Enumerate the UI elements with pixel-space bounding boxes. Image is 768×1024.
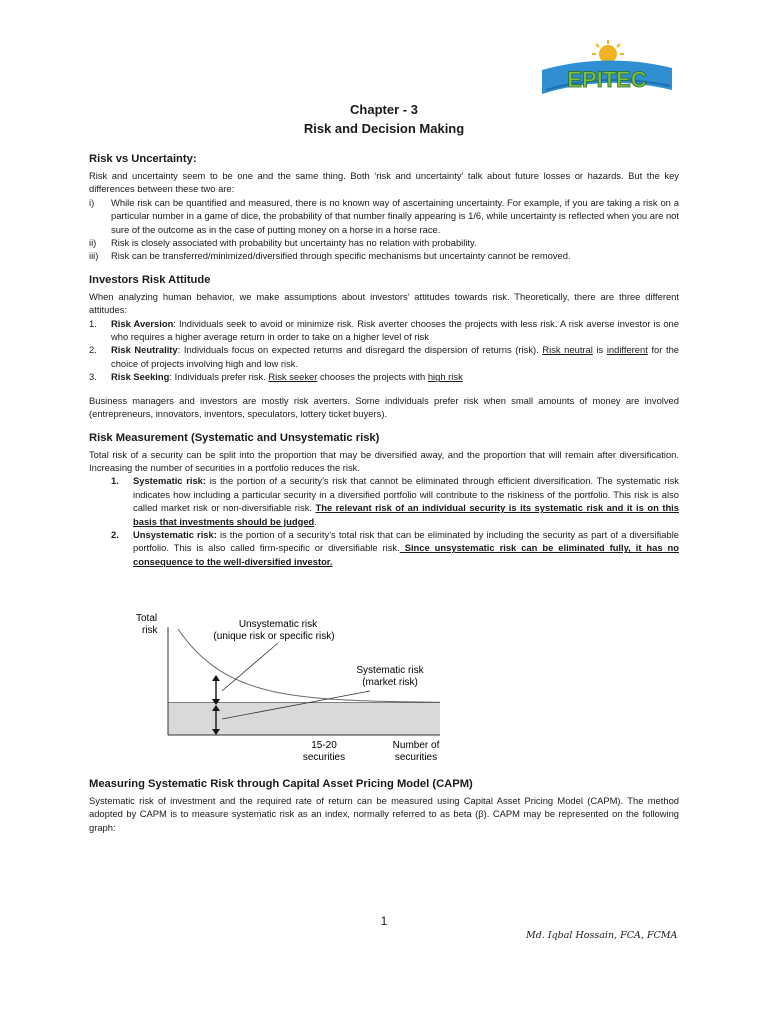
list-text: . <box>314 515 317 527</box>
section-closing: Business managers and investors are mostly risk averters. Some individuals prefer risk when small amounts of money are involved (entrepreneurs, innovators, inventors, speculators, lottery ticket buyers). <box>89 394 679 420</box>
list-item <box>89 528 679 568</box>
section-investors-risk-attitude <box>89 273 679 421</box>
x-tick-label: 15-20 <box>311 740 337 751</box>
underlined-text: indifferent <box>606 344 648 356</box>
section-heading: Risk Measurement (Systematic and Unsystematic risk) <box>89 431 380 444</box>
annotation-systematic: Systematic risk <box>356 665 424 676</box>
list-item <box>89 249 679 262</box>
annotation-unsystematic: (unique risk or specific risk) <box>213 631 335 642</box>
chapter-title: Risk and Decision Making <box>303 121 465 136</box>
list-text: Risk is closely associated with probability but uncertainty has no relation with probability. <box>111 237 477 249</box>
section-text: Systematic risk of investment and the required rate of return can be measured using Capital Asset Pricing Model (CAPM). The method adopted by CAPM is to measure systematic risk as an index, normally referred to as beta (β). CAPM may be represented on the following graph: <box>89 795 679 833</box>
list-marker: 2. <box>89 344 97 356</box>
list-text: : Individuals seek to avoid or minimize risk. Risk averter chooses the projects with less risk. A risk averse investor is one who requires a higher average return in order to take on a higher level of risk <box>111 317 679 343</box>
main-content <box>89 152 679 578</box>
list-text: Risk can be transferred/minimized/diversified through specific mechanisms but uncertainty cannot be removed. <box>111 250 571 262</box>
list-item <box>89 370 679 383</box>
author-signature: Md. Iqbal Hossain, FCA, FCMA <box>526 930 678 941</box>
list-text: is the portion of a security’s risk that cannot be eliminated through efficient diversification. The systematic risk indicates how including a particular security in a diversified portfolio will contribute to the riskiness of the portfolio. This risk is also called market risk or non-diversifiable risk. <box>133 475 679 514</box>
list-item <box>89 474 679 528</box>
systematic-risk-band <box>168 703 440 735</box>
x-axis-label: securities <box>394 752 438 763</box>
list-marker: i) <box>89 196 95 208</box>
y-axis-label: risk <box>142 625 158 636</box>
annotation-systematic: (market risk) <box>362 677 418 688</box>
section-intro: Risk and uncertainty seem to be one and the same thing. Both ‘risk and uncertainty’ talk about future losses or hazards. But the key differences between these two are: <box>89 170 679 195</box>
section-risk-measurement <box>89 431 679 569</box>
term: Risk Neutrality <box>111 344 178 356</box>
list-marker: ii) <box>89 237 97 249</box>
list-item <box>89 196 679 236</box>
list-item <box>89 317 679 344</box>
x-axis-label: Number of <box>392 740 440 751</box>
list-text: for the choice of projects involving high and low risk. <box>111 344 680 369</box>
logo-sun-icon <box>592 40 624 63</box>
emphasis-text: The relevant risk of an individual security is its systematic risk and it is on this basis that investments should be judged <box>133 502 679 527</box>
chapter-label: Chapter - 3 <box>350 102 418 117</box>
underlined-text: Risk seeker <box>268 371 318 383</box>
difference-list <box>89 196 679 263</box>
list-marker: 1. <box>111 475 119 487</box>
annotation-pointer <box>222 643 278 691</box>
section-capm <box>89 777 679 834</box>
epitec-logo <box>532 40 680 104</box>
term: Unsystematic risk: <box>133 528 217 540</box>
risk-diversification-chart <box>134 607 454 767</box>
annotation-unsystematic: Unsystematic risk <box>238 619 318 630</box>
risk-type-list <box>89 474 679 568</box>
section-heading: Risk vs Uncertainty: <box>89 153 197 165</box>
list-marker: iii) <box>89 250 99 262</box>
list-text: : Individuals prefer risk. <box>169 371 269 383</box>
x-tick-label: securities <box>302 752 346 763</box>
section-risk-vs-uncertainty <box>89 152 679 263</box>
term: Risk Seeking <box>111 371 170 383</box>
double-arrow-icon <box>212 675 220 705</box>
y-axis-label: Total <box>136 613 158 624</box>
list-text: chooses the projects with <box>317 371 428 383</box>
list-marker: 3. <box>89 371 97 383</box>
list-marker: 2. <box>111 528 119 540</box>
attitude-list <box>89 317 679 384</box>
underlined-text: high risk <box>427 371 463 383</box>
section-heading: Investors Risk Attitude <box>89 273 211 286</box>
section-intro: Total risk of a security can be split into the proportion that may be diversified away, and the proportion that will remain after diversification. Increasing the number of securities in a portfolio reduces the risk. <box>89 448 679 473</box>
list-item <box>89 343 679 370</box>
term: Systematic risk: <box>133 475 207 487</box>
term: Risk Aversion <box>111 317 174 329</box>
list-marker: 1. <box>89 317 97 329</box>
logo-text: EPITEC <box>567 67 647 92</box>
list-text: : Individuals focus on expected returns and disregard the dispersion of returns (risk). <box>177 344 543 356</box>
section-heading: Measuring Systematic Risk through Capital Asset Pricing Model (CAPM) <box>89 778 473 790</box>
section-intro: When analyzing human behavior, we make assumptions about investors’ attitudes towards risk. Theoretically, there are three different attitudes: <box>89 290 679 316</box>
list-item <box>89 236 679 249</box>
list-text: is the portion of a security’s total risk that can be eliminated by including the security as part of a diversifiable portfolio. This is also called firm-specific or diversifiable risk. <box>133 528 679 554</box>
emphasis-text: Since unsystematic risk can be eliminated fully, it has no consequence to the well-diversified investor. <box>133 542 679 567</box>
list-text: While risk can be quantified and measured, there is no known way of ascertaining uncertainty. For example, if you are taking a risk on a particular number in a game of dice, the probability of that number finally appearing is 1/6, while uncertainty is reflected when you are not sure of the outcome as in the case of putting money on a horse in a horse race. <box>111 196 679 235</box>
underlined-text: Risk neutral <box>542 344 593 356</box>
page-number: 1 <box>380 914 388 928</box>
list-text: is <box>592 344 607 356</box>
